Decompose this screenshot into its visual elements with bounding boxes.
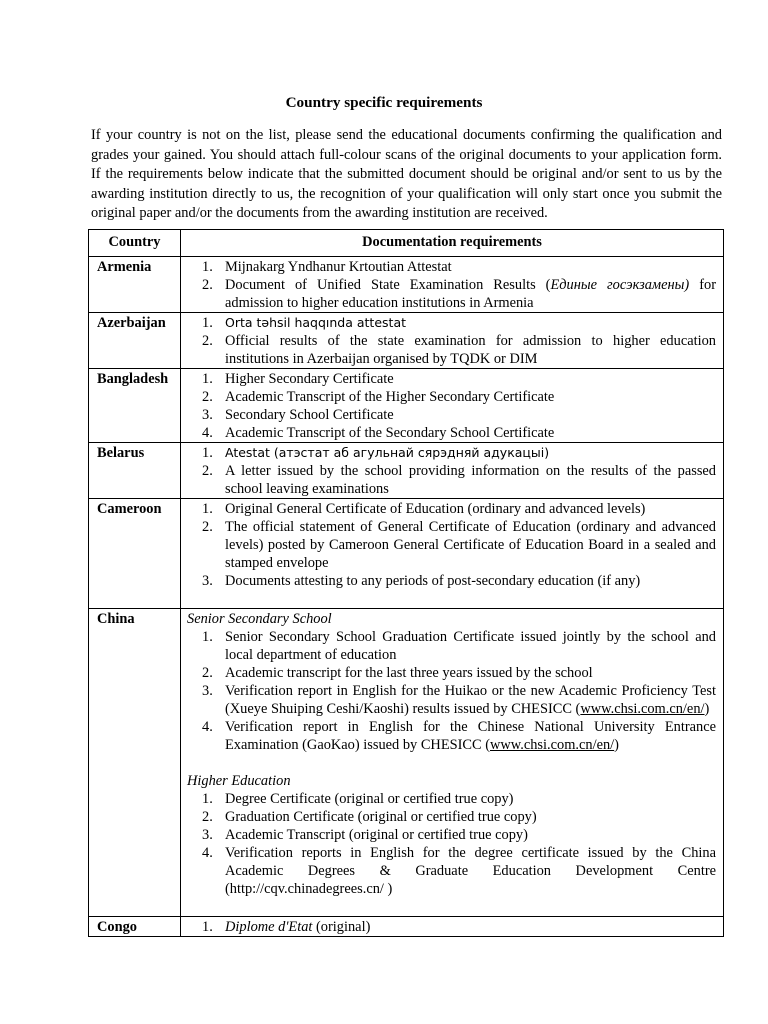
section-heading-higher-education: Higher Education (187, 773, 291, 789)
docs-bangladesh (181, 369, 724, 443)
table-row (89, 257, 724, 313)
table-row (89, 369, 724, 443)
list-item: 2. Academic Transcript of the Higher Secondary Certificate (202, 389, 555, 405)
docs-belarus (181, 443, 724, 499)
list-item: 2. The official statement of General Certificate of Education (ordinary and advanced levels) posted by Cameroon General Certificate of Education Board in a sealed and stamped envelope (202, 519, 716, 571)
country-bangladesh: Bangladesh (89, 369, 181, 443)
list-item: 2. Official results of the state examination for admission to higher education institutions in Azerbaijan organised by TQDK or DIM (202, 333, 716, 367)
country-belarus: Belarus (89, 443, 181, 499)
header-country: Country (89, 230, 181, 257)
country-china: China (89, 609, 181, 917)
section-heading-senior-secondary: Senior Secondary School (187, 611, 332, 627)
list-item: 1. Mijnakarg Yndhanur Krtoutian Attestat (202, 259, 452, 275)
list-item: 3. Secondary School Certificate (202, 407, 394, 423)
list-item: 3. Verification report in English for the Huikao or the new Academic Proficiency Test (Xueye Shuiping Ceshi/Kaoshi) results issued by CHESICC (www.chsi.com.cn/en/) (202, 683, 716, 717)
list-item: 3. Academic Transcript (original or certified true copy) (202, 827, 528, 843)
chsi-link[interactable]: www.chsi.com.cn/en/ (490, 737, 615, 753)
country-armenia: Armenia (89, 257, 181, 313)
list-item: 4. Verification report in English for the Chinese National University Entrance Examination (GaoKao) issued by CHESICC (www.chsi.com.cn/en/) (202, 719, 716, 753)
list-item: 2. Document of Unified State Examination Results (Единые госэкзамены) for admission to higher education institutions in Armenia (202, 277, 716, 311)
list-item: 2. A letter issued by the school providing information on the results of the passed school leaving examinations (202, 463, 716, 497)
list-item: 1. Diplome d'Etat (original) (202, 919, 371, 935)
docs-cameroon (181, 499, 724, 609)
list-item: 2. Graduation Certificate (original or certified true copy) (202, 809, 537, 825)
docs-armenia (181, 257, 724, 313)
country-cameroon: Cameroon (89, 499, 181, 609)
list-item: 4. Verification reports in English for the degree certificate issued by the China Academic Degrees & Graduate Education Development Centre (http://cqv.chinadegrees.cn/ ) (202, 845, 716, 897)
requirements-table (88, 229, 724, 937)
header-documentation: Documentation requirements (181, 230, 724, 257)
docs-china (181, 609, 724, 917)
table-header-row (89, 230, 724, 257)
list-item: 1. Degree Certificate (original or certified true copy) (202, 791, 514, 807)
table-row (89, 313, 724, 369)
country-congo: Congo (89, 917, 181, 937)
list-item: 2. Academic transcript for the last three years issued by the school (202, 665, 593, 681)
table-row (89, 443, 724, 499)
list-item: 1. Atestat (атэстат аб агульнай сярэдняй адукацыі) (202, 445, 550, 461)
list-item: 3. Documents attesting to any periods of post-secondary education (if any) (202, 573, 641, 589)
table-row (89, 609, 724, 917)
chsi-link[interactable]: www.chsi.com.cn/en/ (580, 701, 705, 717)
list-item: 1. Higher Secondary Certificate (202, 371, 394, 387)
page-title: Country specific requirements (285, 94, 483, 111)
list-item: 1. Original General Certificate of Education (ordinary and advanced levels) (202, 501, 646, 517)
list-item: 1. Senior Secondary School Graduation Certificate issued jointly by the school and local department of education (202, 629, 716, 663)
country-azerbaijan: Azerbaijan (89, 313, 181, 369)
docs-azerbaijan (181, 313, 724, 369)
list-item: 1. Orta təhsil haqqında attestat (202, 315, 406, 331)
list-item: 4. Academic Transcript of the Secondary School Certificate (202, 425, 555, 441)
table-row (89, 917, 724, 937)
docs-congo (181, 917, 724, 937)
table-row (89, 499, 724, 609)
intro-paragraph: If your country is not on the list, please send the educational documents confirming the qualification and grades your gained. You should attach full-colour scans of the original documents to your application form. If the requirements below indicate that the submitted document should be original and/or sent to us by the awarding institution directly to us, the recognition of your qualification will only start once you submit the original paper and/or the documents from the awarding institution are received. (91, 127, 722, 222)
